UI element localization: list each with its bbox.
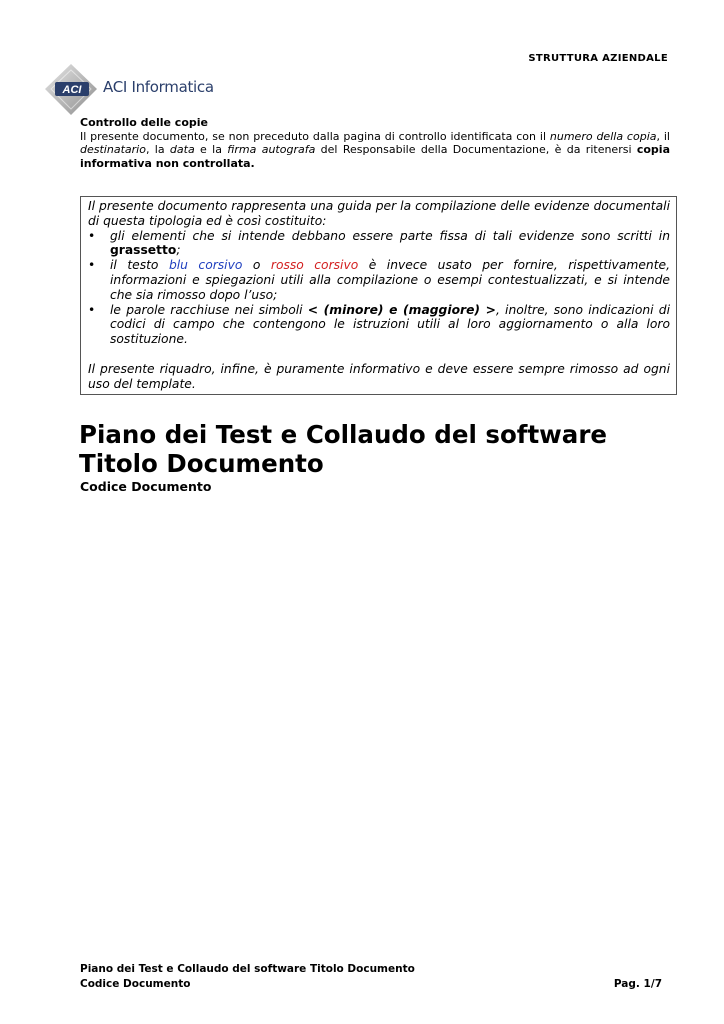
guide-intro: Il presente documento rappresenta una guida per la compilazione delle evidenze documentali di questa tipologia ed è così costituito: (88, 199, 670, 228)
guide-list (88, 229, 670, 347)
template-guide-box (80, 196, 677, 395)
bullet-icon: • (88, 302, 96, 317)
guide-closing: Il presente riquadro, infine, è puramente informativo e deve essere sempre rimosso ad ogni uso del template. (88, 361, 670, 391)
title-line-2: Titolo Documento (79, 449, 324, 478)
copy-control-section (80, 116, 670, 170)
guide-item-symbols: • le parole racchiuse nei simboli < (minore) e (maggiore) >, inoltre, sono indicazioni di codici di campo che contengono le istruzioni utili al loro aggiornamento o alla loro sostituzione. (88, 302, 670, 347)
bullet-icon: • (88, 228, 96, 243)
footer-title: Piano dei Test e Collaudo del software Titolo Documento (80, 963, 415, 975)
aci-diamond-logo-icon (45, 64, 99, 116)
blue-italic-sample: blu corsivo (168, 258, 243, 273)
document-code: Codice Documento (80, 479, 212, 494)
title-line-1: Piano dei Test e Collaudo del software (79, 420, 608, 449)
copy-control-text: Il presente documento, se non preceduto dalla pagina di controllo identificata con il numero della copia, il destinatario, la data e la firma autografa del Responsabile della Documentazione, è da ritenersi copia informativa non controllata. (80, 129, 671, 170)
guide-item-colors: • il testo blu corsivo o rosso corsivo è invece usato per fornire, rispettivamente, informazioni e spiegazioni utili alla compilazione o esempi contestualizzati, e si intende che sia rimosso dopo l’uso; (88, 258, 671, 302)
guide-item-bold: • gli elementi che si intende debbano essere parte fissa di tali evidenze sono scritti in grassetto; (88, 228, 670, 258)
bullet-icon: • (88, 258, 96, 273)
red-italic-sample: rosso corsivo (270, 258, 359, 273)
company-logo (45, 64, 214, 116)
section-label: STRUTTURA AZIENDALE (528, 53, 668, 64)
page-footer (80, 962, 662, 992)
page-number: Pag. 1/7 (613, 978, 662, 990)
logo-text: ACI Informatica (103, 78, 214, 96)
footer-code: Codice Documento (80, 978, 191, 990)
logo-mark-text: ACI (62, 84, 82, 96)
document-title (79, 420, 679, 478)
copy-control-title: Controllo delle copie (80, 116, 208, 129)
